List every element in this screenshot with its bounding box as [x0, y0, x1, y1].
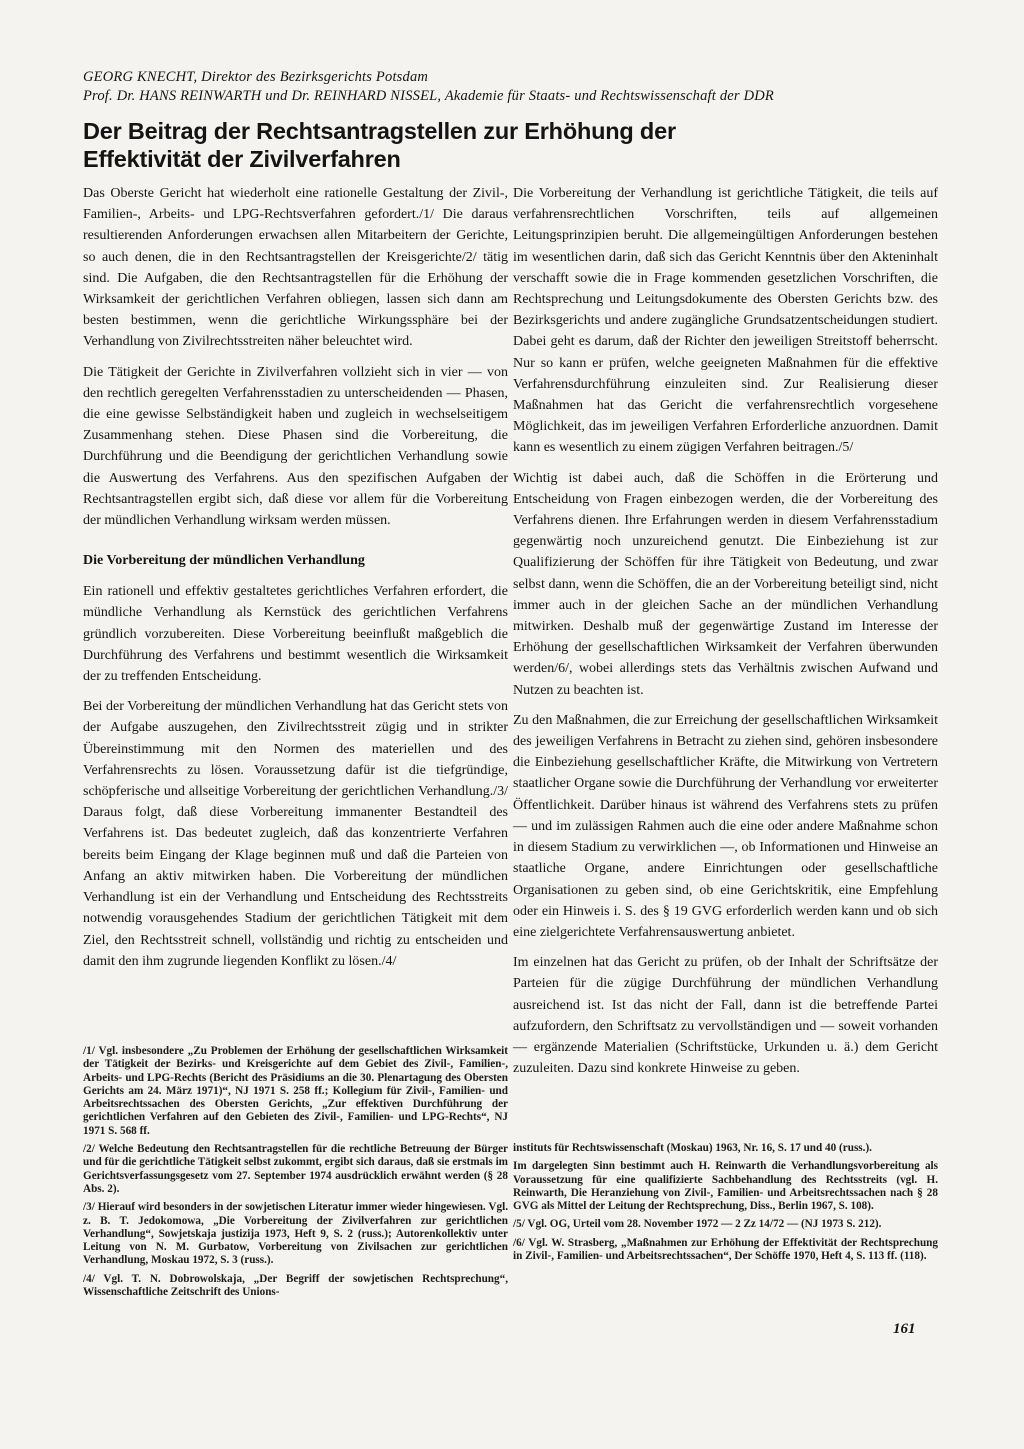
author-line-2: Prof. Dr. HANS REINWARTH und Dr. REINHARD NISSEL, Akademie für Staats- und Rechtswissenschaft der DDR: [83, 88, 774, 104]
right-column: [513, 183, 938, 1088]
footnote-5: /5/ Vgl. OG, Urteil vom 28. November 1972 — 2 Zz 14/72 — (NJ 1973 S. 212).: [513, 1218, 882, 1231]
footnotes-right: [513, 1142, 938, 1268]
footnote-4-continued: instituts für Rechtswissenschaft (Moskau) 1963, Nr. 16, S. 17 und 40 (russ.).: [513, 1142, 872, 1154]
page-number: 161: [893, 1321, 916, 1337]
footnote-6: /6/ Vgl. W. Strasberg, „Maßnahmen zur Erhöhung der Effektivität der Rechtsprechung in Zivil-, Familien- und Arbeitsrechtssachen“, Der Schöffe 1970, Heft 4, S. 113 ff. (118).: [513, 1236, 938, 1263]
article-title: Der Beitrag der Rechtsantragstellen zur Erhöhung der Effektivität der Zivilverfahren: [83, 118, 676, 172]
paragraph: Die Vorbereitung der Verhandlung ist gerichtliche Tätigkeit, die teils auf verfahrensrechtlichen Vorschriften, teils auf allgemeinen Leitungsprinzipien beruht. Die allgemeingültigen Anforderungen bestehen im wesentlichen darin, daß sich das Gericht Kenntnis über den Akteninhalt verschafft sowie die in Frage kommenden gesetzlichen Vorschriften, die Rechtsprechung und Leitungsdokumente des Obersten Gerichts bzw. des Bezirksgerichts und andere zugängliche Grundsatzentscheidungen studiert. Dabei geht es darum, daß der Richter den jeweiligen Streitstoff beherrscht. Nur so kann er prüfen, welche geeigneten Maßnahmen für die effektive Verfahrensdurchführung einzuleiten sind. Zur Realisierung dieser Maßnahmen hat das Gericht die verfahrensrechtlich vorgesehene Möglichkeit, das im jeweiligen Verfahren Erforderliche anzuordnen. Damit kann es wesentlich zu einem zügigen Verfahren beitragen./5/: [513, 186, 938, 456]
footnote-1: /1/ Vgl. insbesondere „Zu Problemen der Erhöhung der gesellschaftlichen Wirksamkeit der Tätigkeit der Bezirks- und Kreisgerichte auf dem Gebiet des Zivil-, Familien-, Arbeits- und LPG-Rechts (Bericht des Präsidiums an die 30. Plenartagung des Obersten Gerichts am 24. März 1971)“, NJ 1971 S. 258 ff.; Kollegium für Zivil-, Familien- und Arbeitsrechtssachen des Obersten Gerichts, „Zur effektiven Durchführung der gerichtlichen Verfahren auf den Gebieten des Zivil-, Familien- und LPG-Rechts“, NJ 1971 S. 568 ff.: [83, 1045, 508, 1137]
paragraph: Zu den Maßnahmen, die zur Erreichung der gesellschaftlichen Wirksamkeit des jeweiligen Verfahrens in Betracht zu ziehen sind, gehören insbesondere die Einbeziehung gesellschaftlicher Kräfte, die Mitwirkung von Vertretern staatlicher Organe sowie die Durchführung der Verhandlung vor erweiterter Öffentlichkeit. Darüber hinaus ist während des Verfahrens stets zu prüfen — und im zulässigen Rahmen auch die eine oder andere Maßnahme schon in diesem Stadium zu verwirklichen —, ob Informationen und Hinweise an staatliche Organe, andere Einrichtungen oder gesellschaftliche Organisationen zu geben sind, ob eine Gerichtskritik, eine Empfehlung oder ein Hinweis i. S. des § 19 GVG erforderlich werden kann und ob sich eine zielgerichtete Verfahrensauswertung anbietet.: [513, 712, 938, 940]
paragraph: Ein rationell und effektiv gestaltetes gerichtliches Verfahren erfordert, die mündliche Verhandlung als Kernstück des gerichtlichen Verfahrens gründlich vorzubereiten. Diese Vorbereitung beeinflußt maßgeblich die Durchführung des Verfahrens und bestimmt wesentlich die Wirksamkeit der zu treffenden Entscheidung.: [83, 584, 508, 685]
author-line-1: GEORG KNECHT, Direktor des Bezirksgerichts Potsdam: [83, 69, 429, 85]
footnote-4: /4/ Vgl. T. N. Dobrowolskaja, „Der Begriff der sowjetischen Rechtsprechung“, Wissenschaftliche Zeitschrift des Unions-: [83, 1272, 508, 1299]
footnote-2: /2/ Welche Bedeutung den Rechtsantragstellen für die rechtliche Betreuung der Bürger und für die gerichtliche Tätigkeit selbst zukommt, ergibt sich daraus, daß sie erstmals im Gerichtsverfassungsgesetz vom 27. September 1974 ausdrücklich erwähnt werden (§ 28 Abs. 2).: [83, 1143, 508, 1195]
paragraph: Die Tätigkeit der Gerichte in Zivilverfahren vollzieht sich in vier — von den rechtlich geregelten Verfahrensstadien zu unterscheidenden — Phasen, die eine gewisse Selbständigkeit haben und zugleich in wechselseitigem Zusammenhang stehen. Diese Phasen sind die Vorbereitung, die Durchführung und die Beendigung der gerichtlichen Verhandlung sowie die Auswertung des Verfahrens. Aus den spezifischen Aufgaben der Rechtsantragstellen ergibt sich, daß diese vor allem für die Vorbereitung der mündlichen Verhandlung wirksam werden müssen.: [83, 364, 508, 529]
paragraph: Bei der Vorbereitung der mündlichen Verhandlung hat das Gericht stets von der Aufgabe auszugehen, den Zivilrechtsstreit zügig und in strikter Übereinstimmung mit den Normen des materiellen und des Verfahrensrechts zu lösen. Voraussetzung dafür ist die tiefgründige, schöpferische und allseitige Vorbereitung der gerichtlichen Verhandlung./3/ Daraus folgt, daß diese Vorbereitung immanenter Bestandteil des Verfahrens ist. Das bedeutet zugleich, daß das konzentrierte Verfahren bereits beim Eingang der Klage beginnen muß und daß die Parteien von Anfang an aktiv mitwirken haben. Die Vorbereitung der mündlichen Verhandlung ist ein der Verhandlung und Entscheidung des Rechtsstreits notwendig vorausgehendes Stadium der gerichtlichen Tätigkeit mit dem Ziel, den Rechtsstreit schnell, vollständig und richtig zu entscheiden und damit den ihm zugrunde liegenden Konflikt zu lösen./4/: [83, 699, 508, 969]
paragraph: Das Oberste Gericht hat wiederholt eine rationelle Gestaltung der Zivil-, Familien-, Arbeits- und LPG-Rechtsverfahren gefordert./1/ Die daraus resultierenden Anforderungen erwachsen allen Mitarbeitern der Gerichte, so auch denen, die in den Rechtsantragstellen der Kreisgerichte/2/ tätig sind. Die Aufgaben, die den Rechtsantragstellen für die Erhöhung der Wirksamkeit der gerichtlichen Verfahren obliegen, lassen sich dann am besten bestimmen, wenn die gerichtliche Wirkungssphäre bei der Verhandlung von Zivilrechtsstreiten näher beleuchtet wird.: [83, 186, 508, 350]
paragraph: Im einzelnen hat das Gericht zu prüfen, ob der Inhalt der Schriftsätze der Parteien für die zügige Durchführung der mündlichen Verhandlung ausreichend ist. Ist das nicht der Fall, dann ist die betreffende Partei aufzufordern, den Schriftsatz zu vervollständigen und — soweit vorhanden — ergänzende Materialien (Schriftstücke, Urkunden u. ä.) dem Gericht zuzuleiten. Dazu sind konkrete Hinweise zu geben.: [513, 955, 938, 1077]
paragraph: Wichtig ist dabei auch, daß die Schöffen in die Erörterung und Entscheidung von Fragen einbezogen werden, die der Vorbereitung des Verfahrens dienen. Ihre Erfahrungen werden in diesem Verfahrensstadium gegenwärtig noch unzureichend genutzt. Die Einbeziehung ist zur Qualifizierung der Schöffen für ihre Tätigkeit von Bedeutung, und zwar selbst dann, wenn die Schöffen, die an der Vorbereitung beteiligt sind, nicht immer auch in der gleichen Sache an der mündlichen Verhandlung mitwirken. Deshalb muß der gegenwärtige Zustand im Interesse der Erhöhung der gesellschaftlichen Wirksamkeit der Verfahren überwunden werden/6/, wobei allerdings stets das Verhältnis zwischen Aufwand und Nutzen zu beachten ist.: [513, 470, 938, 698]
footnote-3: /3/ Hierauf wird besonders in der sowjetischen Literatur immer wieder hingewiesen. Vgl. z. B. T. Jedokomowa, „Die Vorbereitung der Zivilverfahren zur gerichtlichen Verhandlung“, Sowjetskaja justizija 1973, Heft 9, S. 2 (russ.); Autorenkollektiv unter Leitung von N. M. Gurbatow, Vorbereitung von Zivilsachen zur gerichtlichen Verhandlung, Moskau 1972, S. 3 (russ.).: [83, 1201, 508, 1267]
section-heading: Die Vorbereitung der mündlichen Verhandlung: [83, 553, 365, 569]
footnote-4-addendum: Im dargelegten Sinn bestimmt auch H. Reinwarth die Verhandlungsvorbereitung als Voraussetzung für eine qualifizierte Sachbehandlung des Rechtsstreits (vgl. H. Reinwarth, Die Heranziehung von Zivil-, Familien- und Arbeitsrechtssachen nach § 28 GVG als Mittel der Leitung der Rechtsprechung, Diss., Berlin 1967, S. 108).: [513, 1160, 938, 1213]
author-block: [83, 68, 943, 106]
left-column: [83, 183, 508, 981]
footnotes-left: [83, 1045, 508, 1304]
